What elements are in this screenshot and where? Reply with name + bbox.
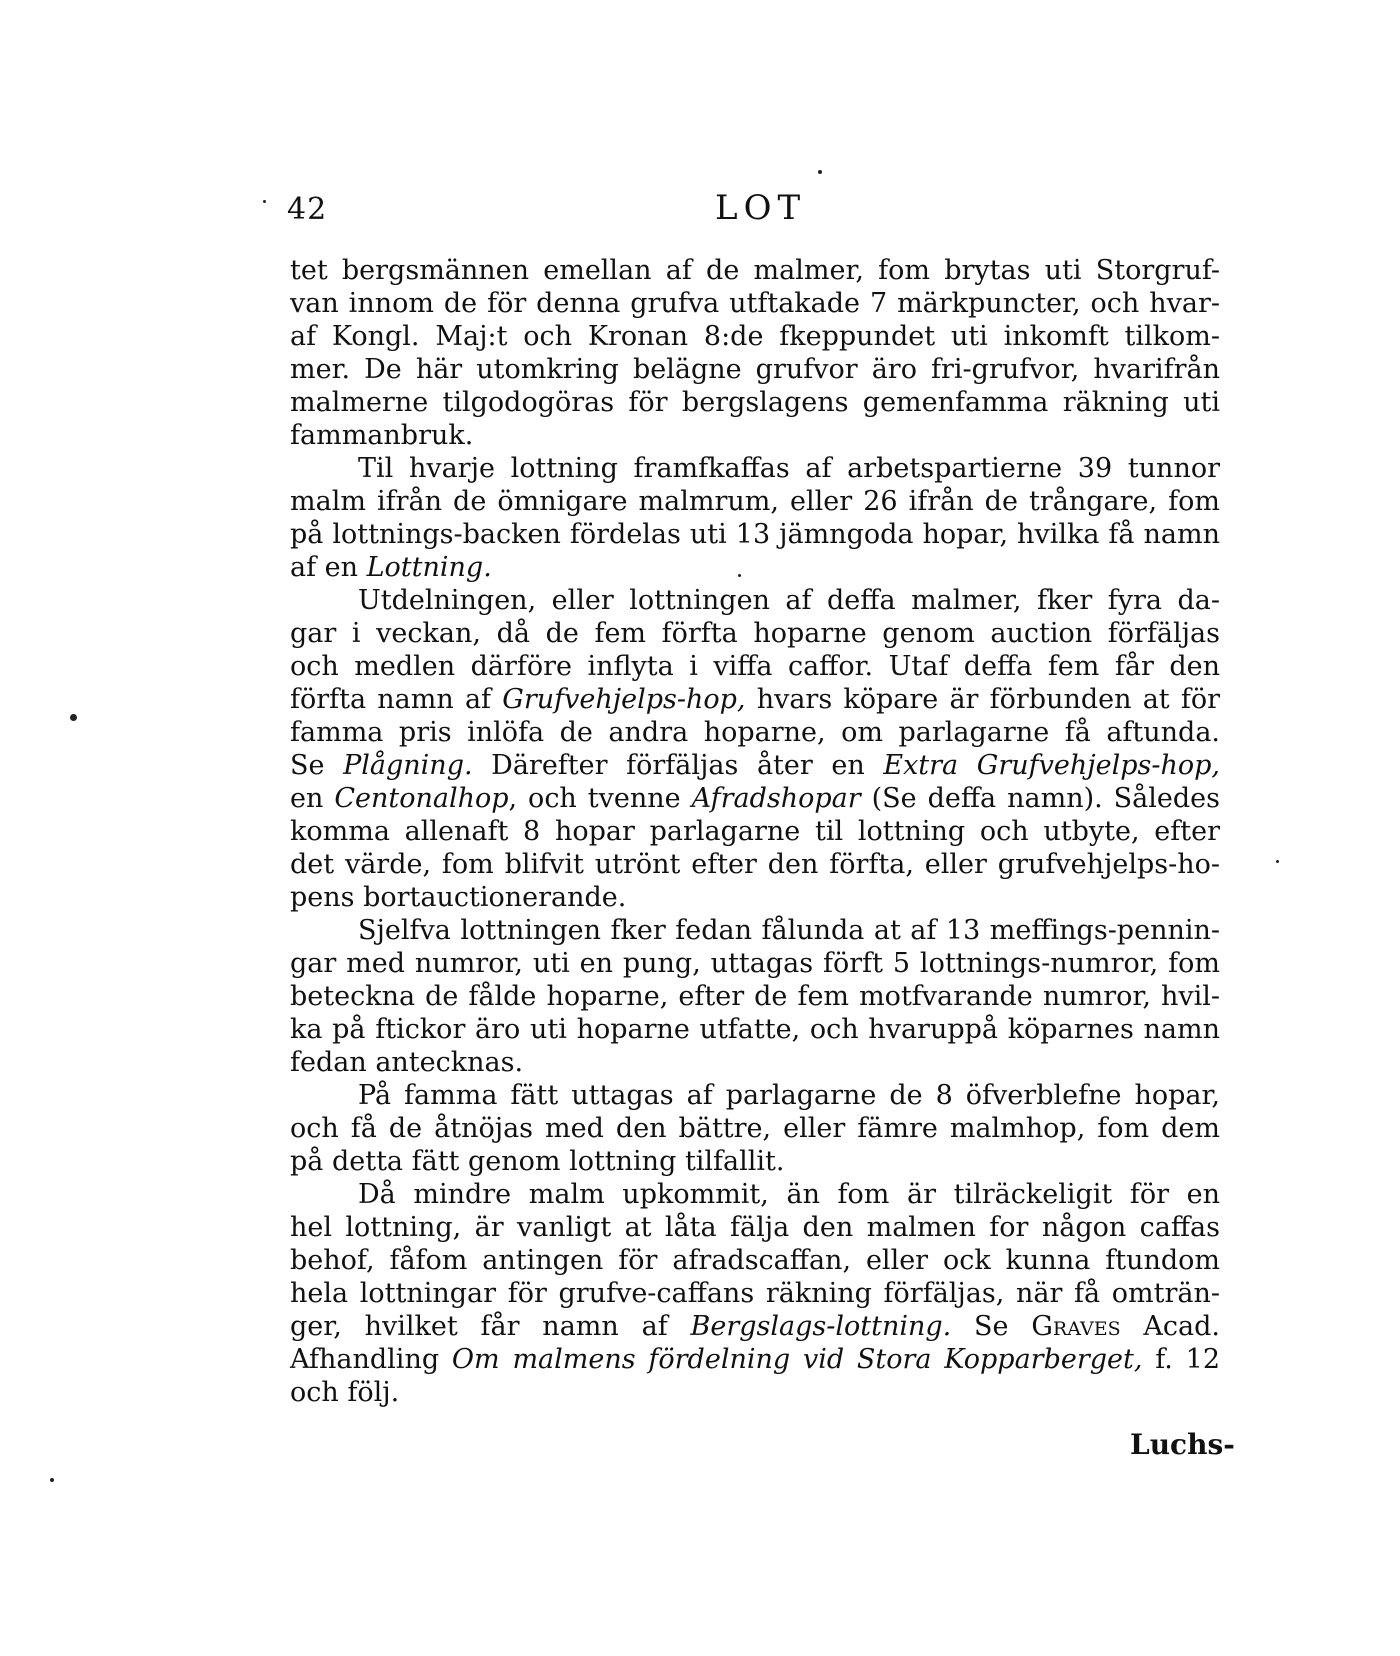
paragraph-5 [290,1079,1220,1178]
text-line [290,749,1220,782]
text-run: Se [951,1311,1032,1342]
text-line: mer. De här utomkring belägne grufvor äro fri-grufvor, hvarifrån [290,354,1220,385]
text-line: och få de åtnöjas med den bättre, eller fämre malmhop, fom dem [290,1113,1220,1144]
text-line [290,551,1220,584]
print-speck [70,714,77,721]
text-run: Därefter förfäljas åter en [472,750,884,781]
text-line: af Kongl. Maj:t och Kronan 8:de fkeppundet uti inkomft tilkom- [290,321,1220,352]
text-line: hel lottning, är vanligt at låta fälja den malmen for någon caffas [290,1212,1220,1243]
text-line: gar i veckan, då de fem förfta hoparne genom auction förfäljas [290,618,1220,649]
text-run: en [290,783,335,814]
italic-term: Grufvehjelps-hop, [502,684,746,715]
body-text [290,254,1220,1409]
paragraph-4 [290,914,1220,1079]
text-line: Til hvarje lottning framfkaffas af arbetspartierne 39 tunnor [358,453,1220,484]
italic-title: Om malmens fördelning vid Stora Kopparberget, [451,1344,1143,1375]
text-line: och följ. [290,1377,400,1408]
text-line: fedan antecknas. [290,1047,524,1078]
print-speck [263,200,266,203]
text-line: Utdelningen, eller lottningen af deffa malmer, fker fyra da- [358,585,1220,616]
text-line: på lottnings-backen fördelas uti 13 jämngoda hopar, hvilka få namn [290,519,1220,550]
text-line: behof, fåfom antingen för afradscaffan, eller ock kunna ftundom [290,1245,1220,1276]
catchword: Luchs- [1130,1428,1235,1461]
text-line: famma pris inlöfa de andra hoparne, om parlagarne få aftunda. [290,717,1220,748]
text-line [290,683,1220,716]
text-line: på detta fätt genom lottning tilfallit. [290,1146,785,1177]
author-name: Graves [1031,1311,1121,1342]
text-run: förfta namn af [290,684,503,715]
italic-term: Afradshopar [691,783,861,814]
text-line: komma allenaft 8 hopar parlagarne til lottning och utbyte, efter [290,816,1220,847]
text-run: (Se deffa namn). Således [860,783,1220,814]
text-run: f. 12 [1142,1344,1221,1375]
text-line [290,1343,1220,1376]
paragraph-6 [290,1178,1220,1409]
text-line: ka på ftickor äro uti hoparne utfatte, och hvaruppå köparnes namn [290,1014,1220,1045]
paragraph-3 [290,584,1220,914]
text-run: Afhandling [290,1344,452,1375]
text-line: gar med numror, uti en pung, uttagas förft 5 lottnings-numror, fom [290,948,1220,979]
text-run: Acad. [1120,1311,1220,1342]
text-line: hela lottningar för grufve-caffans räkning förfäljas, när få omträn- [290,1278,1220,1309]
text-line: Sjelfva lottningen fker fedan fålunda at af 13 meffings-pennin- [358,915,1220,946]
text-line: beteckna de fålde hoparne, efter de fem motfvarande numror, hvil- [290,981,1220,1012]
text-run: ger, hvilket får namn af [290,1311,691,1342]
text-line: På famma fätt uttagas af parlagarne de 8 öfverblefne hopar, [358,1080,1220,1111]
text-line: van innom de för denna grufva utftakade 7 märkpuncter, och hvar- [290,288,1220,319]
text-line [290,782,1220,815]
italic-term: Plågning. [343,750,473,781]
text-run: af en [290,552,367,583]
print-speck [738,574,741,577]
italic-term: Lottning. [366,552,492,583]
text-line: Då mindre malm upkommit, än fom är tilräckeligit för en [358,1179,1220,1210]
italic-term: Centonalhop [334,783,509,814]
print-speck [1276,860,1279,863]
text-line: och medlen därföre inflyta i viffa caffor. Utaf deffa fem får den [290,651,1220,682]
print-speck [50,1478,54,1482]
paragraph-2 [290,452,1220,584]
text-line: fammanbruk. [290,420,474,451]
italic-term: Extra Grufvehjelps-hop, [883,750,1220,781]
text-line [290,1310,1220,1343]
text-run: hvars köpare är förbunden at för [745,684,1221,715]
italic-term: Bergslags-lottning. [690,1311,952,1342]
running-head: LOT [715,188,807,228]
text-run: Se [290,750,344,781]
text-run: , och tvenne [508,783,692,814]
print-speck [818,170,822,174]
paragraph-1 [290,254,1220,452]
text-line: malm ifrån de ömnigare malmrum, eller 26 ifrån de trångare, fom [290,486,1220,517]
text-line: det värde, fom blifvit utrönt efter den förfta, eller grufvehjelps-ho- [290,849,1220,880]
text-line: tet bergsmännen emellan af de malmer, fom brytas uti Storgruf- [290,255,1220,286]
page-number: 42 [287,192,328,227]
text-line: pens bortauctionerande. [290,882,627,913]
text-line: malmerne tilgodogöras för bergslagens gemenfamma räkning uti [290,387,1220,418]
